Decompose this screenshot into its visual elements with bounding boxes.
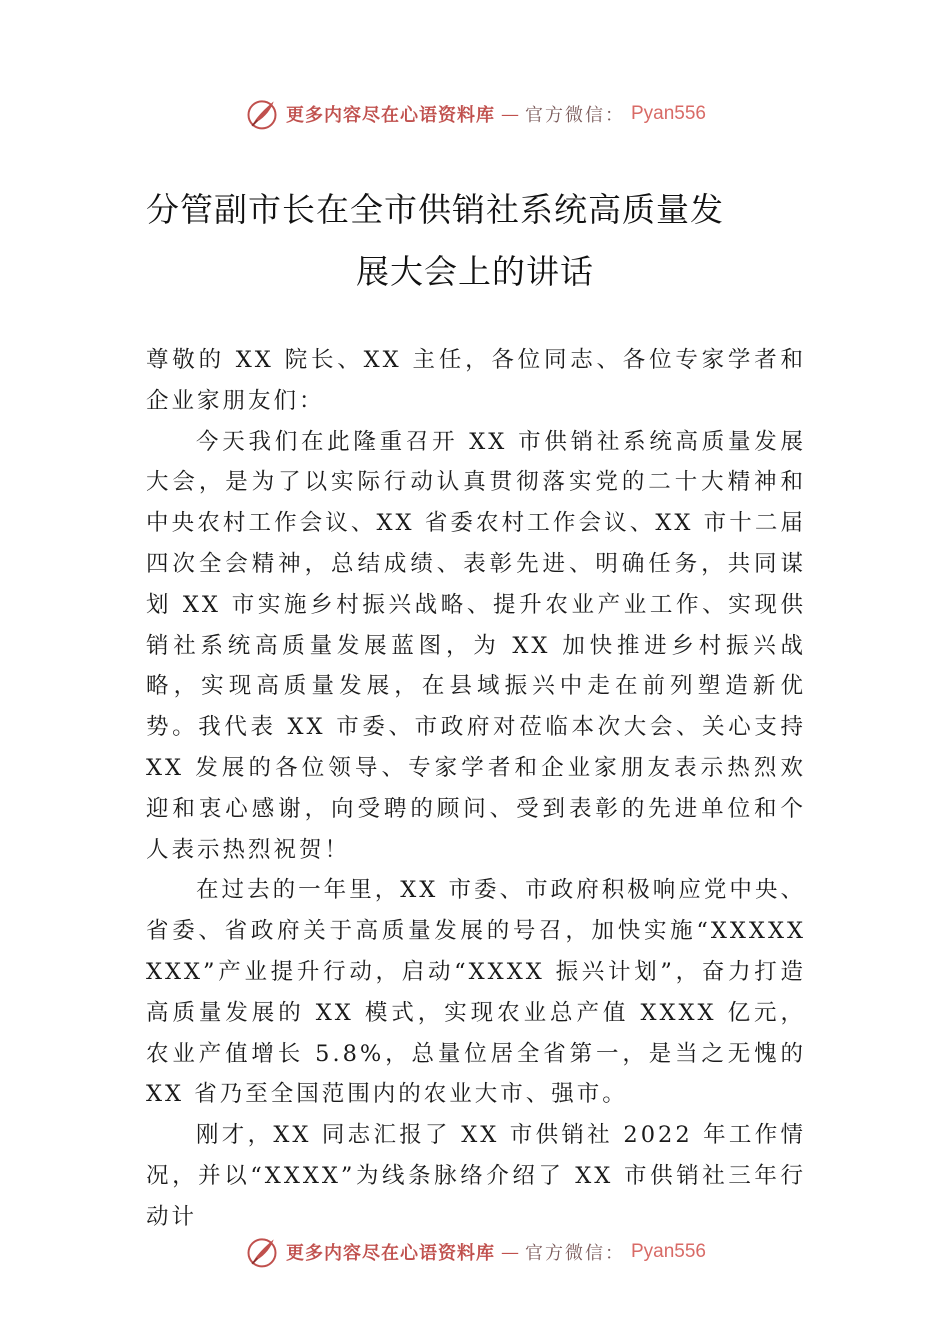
document-title-line-2: 展大会上的讲话 — [356, 252, 594, 291]
banner-wechat-label: 官方微信： — [524, 105, 625, 126]
body-paragraph-3: 刚才，XX 同志汇报了 XX 市供销社 2022 年工作情况，并以“XXXX”为线条脉络介绍了 XX 市供销社三年行动计 — [146, 1122, 806, 1230]
banner-separator: — — [500, 103, 519, 125]
banner-site-text: 更多内容尽在心语资料库 — [285, 1243, 495, 1264]
banner-content — [244, 96, 706, 132]
banner-wechat-id: Pyan556 — [630, 103, 706, 124]
quill-logo-icon — [244, 1234, 280, 1270]
quill-logo-icon — [244, 96, 280, 132]
document-body — [146, 340, 806, 1238]
body-paragraph-2: 在过去的一年里，XX 市委、市政府积极响应党中央、省委、省政府关于高质量发展的号召，加快实施“XXXXXXXX”产业提升行动，启动“XXXX 振兴计划”，奋力打造高质量发展的 XX 模式，实现农业总产值 XXXX 亿元，农业产值增长 5.8%，总量位居全省第一，是当之无愧的 XX 省乃至全国范围内的农业大市、强市。 — [146, 877, 806, 1108]
salutation-paragraph: 尊敬的 XX 院长、XX 主任，各位同志、各位专家学者和企业家朋友们： — [146, 347, 806, 414]
footer-watermark-banner — [0, 1232, 950, 1272]
document-title-line-1: 分管副市长在全市供销社系统高质量发 — [146, 190, 724, 229]
header-watermark-banner — [0, 94, 950, 134]
banner-separator: — — [500, 1241, 519, 1263]
banner-content — [244, 1234, 706, 1270]
banner-wechat-id: Pyan556 — [630, 1241, 706, 1262]
banner-wechat-label: 官方微信： — [524, 1243, 625, 1264]
banner-site-text: 更多内容尽在心语资料库 — [285, 105, 495, 126]
body-paragraph-1: 今天我们在此隆重召开 XX 市供销社系统高质量发展大会，是为了以实际行动认真贯彻落实党的二十大精神和中央农村工作会议、XX 省委农村工作会议、XX 市十二届四次全会精神，总结成绩、表彰先进、明确任务，共同谋划 XX 市实施乡村振兴战略、提升农业产业工作、实现供销社系统高质量发展蓝图，为 XX 加快推进乡村振兴战略，实现高质量发展，在县域振兴中走在前列塑造新优势。我代表 XX 市委、市政府对莅临本次大会、关心支持 XX 发展的各位领导、专家学者和企业家朋友表示热烈欢迎和衷心感谢，向受聘的顾问、受到表彰的先进单位和个人表示热烈祝贺！ — [146, 428, 806, 863]
